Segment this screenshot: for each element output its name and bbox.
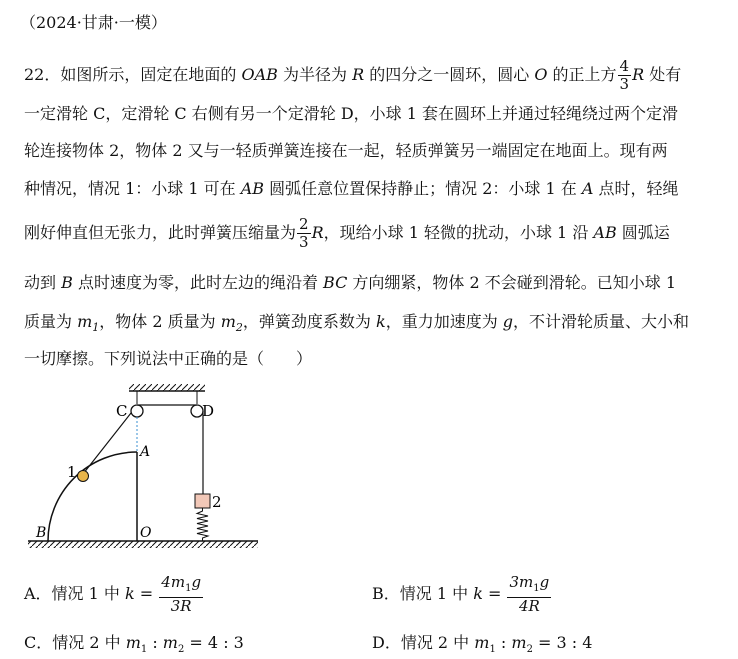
question-line-7	[24, 312, 724, 338]
var-bc: BC	[323, 273, 348, 292]
option-a[interactable]	[24, 574, 204, 615]
text-run: 点时速度为零，此时左边的绳沿着	[72, 273, 324, 292]
text-run: 刚好伸直但无张力，此时弹簧压缩量为	[24, 223, 297, 242]
var-m: m	[220, 312, 236, 331]
frac-den: 4R	[518, 597, 540, 615]
sub-2: 2	[235, 321, 243, 335]
label-1: 1	[67, 463, 77, 481]
text-run: 圆弧运	[616, 223, 670, 242]
option-d[interactable]	[372, 630, 592, 655]
text-run: ，现给小球 1 轻微的扰动，小球 1 沿	[323, 223, 594, 242]
var-m: m	[162, 633, 178, 652]
option-a-prefix: A．情况 1 中	[24, 584, 125, 603]
var-m: m	[77, 312, 93, 331]
var-k: k	[375, 312, 386, 331]
ball-1	[78, 471, 89, 482]
var-ab: AB	[240, 179, 265, 198]
num-sub: 1	[185, 583, 192, 594]
ceiling-hatch	[129, 384, 205, 391]
var-k: k	[473, 584, 483, 603]
text-run: 圆弧任意位置保持静止；情况 2：小球 1 在	[264, 179, 582, 198]
label-b: B	[36, 525, 47, 541]
num-g: g	[539, 573, 550, 591]
question-line-6	[24, 273, 724, 293]
pulley-c	[131, 405, 143, 417]
var-k: k	[125, 584, 135, 603]
var-m: m	[125, 633, 141, 652]
question-line-8: 一切摩擦。下列说法中正确的是（ ）	[24, 349, 313, 368]
option-b-prefix: B．情况 1 中	[372, 584, 474, 603]
frac-num	[507, 574, 551, 598]
physics-diagram	[20, 384, 270, 554]
question-line-1	[24, 58, 724, 93]
colon: :	[147, 633, 163, 652]
text-run: 方向绷紧，物体 2 不会碰到滑轮。已知小球 1	[347, 273, 677, 292]
question-line-3: 轮连接物体 2，物体 2 又与一轻质弹簧连接在一起，轻质弹簧另一端固定在地面上。现有两	[24, 141, 668, 160]
text-run: ，不计滑轮质量、大小和	[513, 312, 690, 331]
text-run: ，重力加速度为	[385, 312, 503, 331]
fraction-2-3	[297, 216, 311, 251]
option-d-prefix: D．情况 2 中	[372, 633, 475, 652]
question-line-4	[24, 179, 724, 199]
sub-2: 2	[177, 644, 185, 656]
var-a: A	[581, 179, 594, 198]
question-line-2: 一定滑轮 C，定滑轮 C 右侧有另一个定滑轮 D，小球 1 套在圆环上并通过轻绳绕过两个定滑	[24, 104, 679, 123]
block-2	[195, 494, 210, 508]
var-o: O	[534, 65, 548, 84]
question-number: 22．	[24, 65, 61, 84]
colon: :	[495, 633, 512, 652]
text-run: ，弹簧劲度系数为	[242, 312, 376, 331]
num-m: 4m	[161, 573, 186, 591]
label-o: O	[140, 525, 152, 541]
frac-den: 3	[299, 233, 309, 251]
label-c: C	[116, 402, 128, 420]
var-b: B	[61, 273, 73, 292]
sub-2: 2	[526, 644, 533, 656]
fraction	[159, 574, 203, 615]
text-run: 的四分之一圆环，圆心	[364, 65, 535, 84]
ratio-value: = 3 : 4	[532, 633, 593, 652]
fraction	[507, 574, 551, 615]
label-d: D	[202, 402, 215, 420]
var-ab: AB	[593, 223, 617, 242]
text-run: 动到	[24, 273, 62, 292]
sub-1: 1	[92, 321, 100, 335]
var-r: R	[352, 65, 365, 84]
var-r: R	[311, 223, 324, 242]
frac-num: 4	[619, 57, 630, 75]
var-m: m	[511, 633, 527, 652]
ratio-value: = 4 : 3	[184, 633, 244, 652]
quarter-ring	[48, 452, 137, 541]
option-b[interactable]	[372, 574, 552, 615]
label-2: 2	[212, 493, 222, 511]
frac-num	[159, 574, 203, 598]
text-run: ，物体 2 质量为	[99, 312, 221, 331]
option-c[interactable]	[24, 630, 244, 655]
label-a: A	[140, 444, 151, 460]
var-r: R	[632, 65, 645, 84]
text-run: 质量为	[24, 312, 78, 331]
eq: =	[134, 584, 159, 603]
option-c-prefix: C．情况 2 中	[24, 633, 126, 652]
var-g: g	[502, 312, 514, 331]
frac-num: 2	[299, 215, 309, 233]
var-m: m	[474, 633, 490, 652]
num-g: g	[191, 573, 202, 591]
ground-hatch	[28, 541, 258, 548]
text-run: 点时，轻绳	[593, 179, 679, 198]
text-run: 如图所示，固定在地面的	[60, 65, 242, 84]
num-sub: 1	[533, 583, 540, 594]
text-run: 的正上方	[547, 65, 617, 84]
var-oab: OAB	[241, 65, 278, 84]
source-tag: （2024·甘肃·一模）	[20, 13, 167, 32]
text-run: 种情况，情况 1：小球 1 可在	[24, 179, 241, 198]
num-m: 3m	[509, 573, 534, 591]
text-run: 处有	[644, 65, 682, 84]
text-run: 为半径为	[277, 65, 353, 84]
sub-1: 1	[489, 644, 496, 656]
frac-den: 3R	[170, 597, 192, 615]
fraction-4-3	[618, 58, 632, 93]
spring	[197, 508, 208, 541]
frac-den: 3	[619, 75, 630, 93]
eq: =	[482, 584, 507, 603]
question-line-5	[24, 216, 724, 251]
sub-1: 1	[140, 644, 148, 656]
